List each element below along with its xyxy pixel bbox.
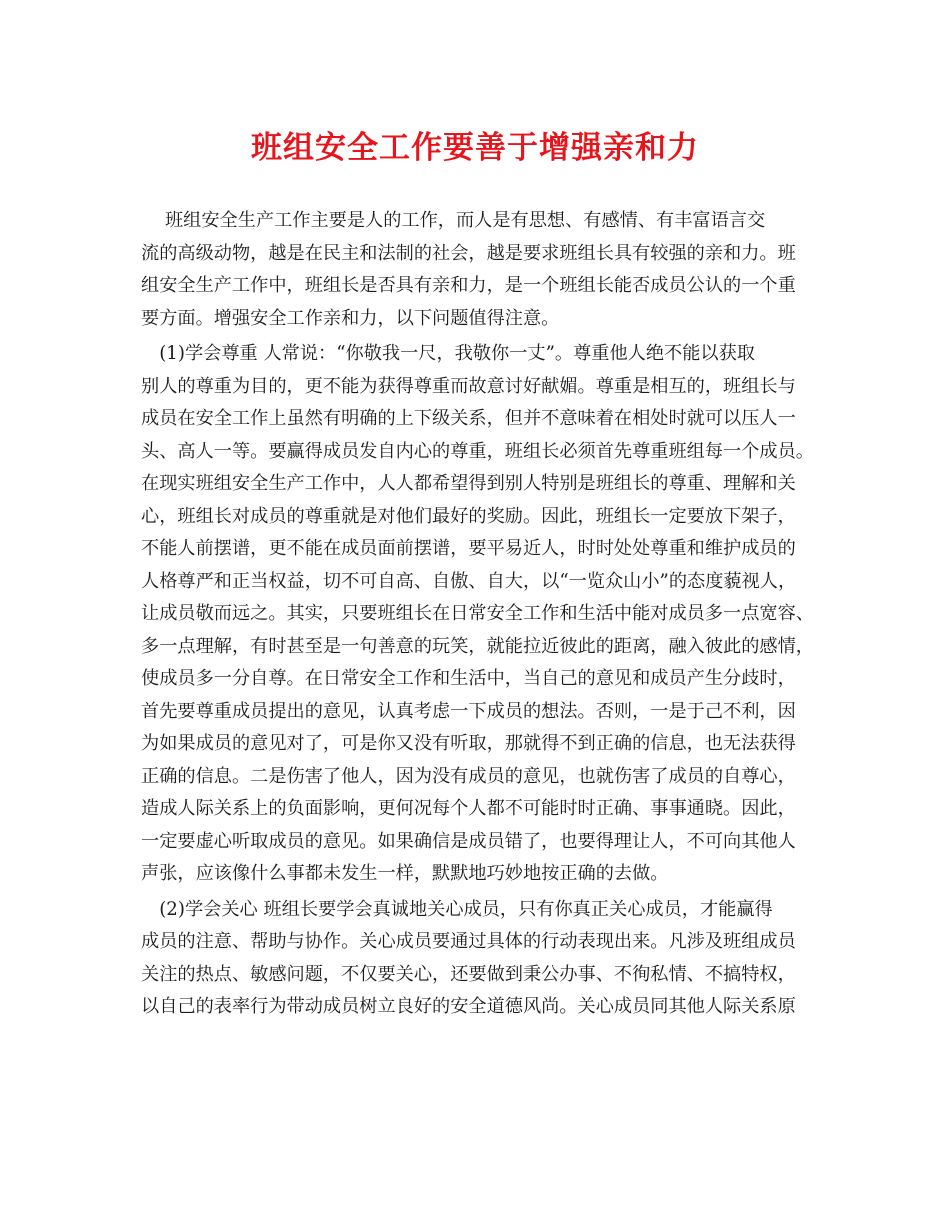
body-line: 心，班组长对成员的尊重就是对他们最好的奖励。因此，班组长一定要放下架子， bbox=[141, 505, 796, 527]
body-line: 关注的热点、敏感问题，不仅要关心，还要做到秉公办事、不徇私情、不搞特权， bbox=[141, 963, 796, 985]
body-line: (1)学会尊重 人常说：“你敬我一尺，我敬你一丈”。尊重他人绝不能以获取 bbox=[141, 343, 755, 364]
body-line: 造成人际关系上的负面影响，更何况每个人都不可能时时正确、事事通晓。因此， bbox=[141, 798, 796, 819]
body-line: 成员在安全工作上虽然有明确的上下级关系，但并不意味着在相处时就可以压人一 bbox=[141, 408, 796, 429]
body-line: 声张，应该像什么事都未发生一样，默默地巧妙地按正确的去做。 bbox=[141, 863, 669, 884]
body-line: 组安全生产工作中，班组长是否具有亲和力，是一个班组长能否成员公认的一个重 bbox=[141, 275, 796, 296]
body-line: (2)学会关心 班组长要学会真诚地关心成员，只有你真正关心成员，才能赢得 bbox=[141, 898, 773, 920]
body-line: 流的高级动物，越是在民主和法制的社会，越是要求班组长具有较强的亲和力。班 bbox=[141, 242, 796, 264]
body-line: 一定要虚心听取成员的意见。如果确信是成员错了，也要得理让人，不可向其他人 bbox=[141, 830, 796, 852]
document-title: 班组安全工作要善于增强亲和力 bbox=[251, 130, 699, 166]
body-line: 首先要尊重成员提出的意见，认真考虑一下成员的想法。否则，一是于己不利，因 bbox=[141, 700, 796, 722]
body-line: 为如果成员的意见对了，可是你又没有听取，那就得不到正确的信息，也无法获得 bbox=[141, 733, 796, 754]
body-line: 别人的尊重为目的，更不能为获得尊重而故意讨好献媚。尊重是相互的，班组长与 bbox=[141, 375, 796, 397]
body-line: 正确的信息。二是伤害了他人，因为没有成员的意见，也就伤害了成员的自尊心， bbox=[141, 765, 796, 787]
body-line: 让成员敬而远之。其实，只要班组长在日常安全工作和生活中能对成员多一点宽容、 bbox=[141, 603, 814, 624]
body-line: 人格尊严和正当权益，切不可自高、自傲、自大，以“一览众山小”的态度藐视人， bbox=[141, 570, 797, 592]
body-line: 头、高人一等。要赢得成员发自内心的尊重，班组长必须首先尊重班组每一个成员。 bbox=[141, 440, 814, 462]
body-line: 多一点理解，有时甚至是一句善意的玩笑，就能拉近彼此的距离，融入彼此的感情， bbox=[141, 635, 814, 657]
body-line: 要方面。增强安全工作亲和力，以下问题值得注意。 bbox=[141, 307, 560, 329]
body-line: 成员的注意、帮助与协作。关心成员要通过具体的行动表现出来。凡涉及班组成员 bbox=[141, 931, 796, 952]
document-body bbox=[141, 205, 814, 1024]
body-line: 班组安全生产工作主要是人的工作，而人是有思想、有感情、有丰富语言交 bbox=[141, 210, 766, 231]
body-line: 不能人前摆谱，更不能在成员面前摆谱，要平易近人，时时处处尊重和维护成员的 bbox=[141, 538, 796, 559]
body-line: 在现实班组安全生产工作中，人人都希望得到别人特别是班组长的尊重、理解和关 bbox=[141, 473, 796, 494]
body-line: 使成员多一分自尊。在日常安全工作和生活中，当自己的意见和成员产生分歧时， bbox=[141, 668, 796, 689]
body-line: 以自己的表率行为带动成员树立良好的安全道德风尚。关心成员同其他人际关系原 bbox=[141, 996, 796, 1017]
